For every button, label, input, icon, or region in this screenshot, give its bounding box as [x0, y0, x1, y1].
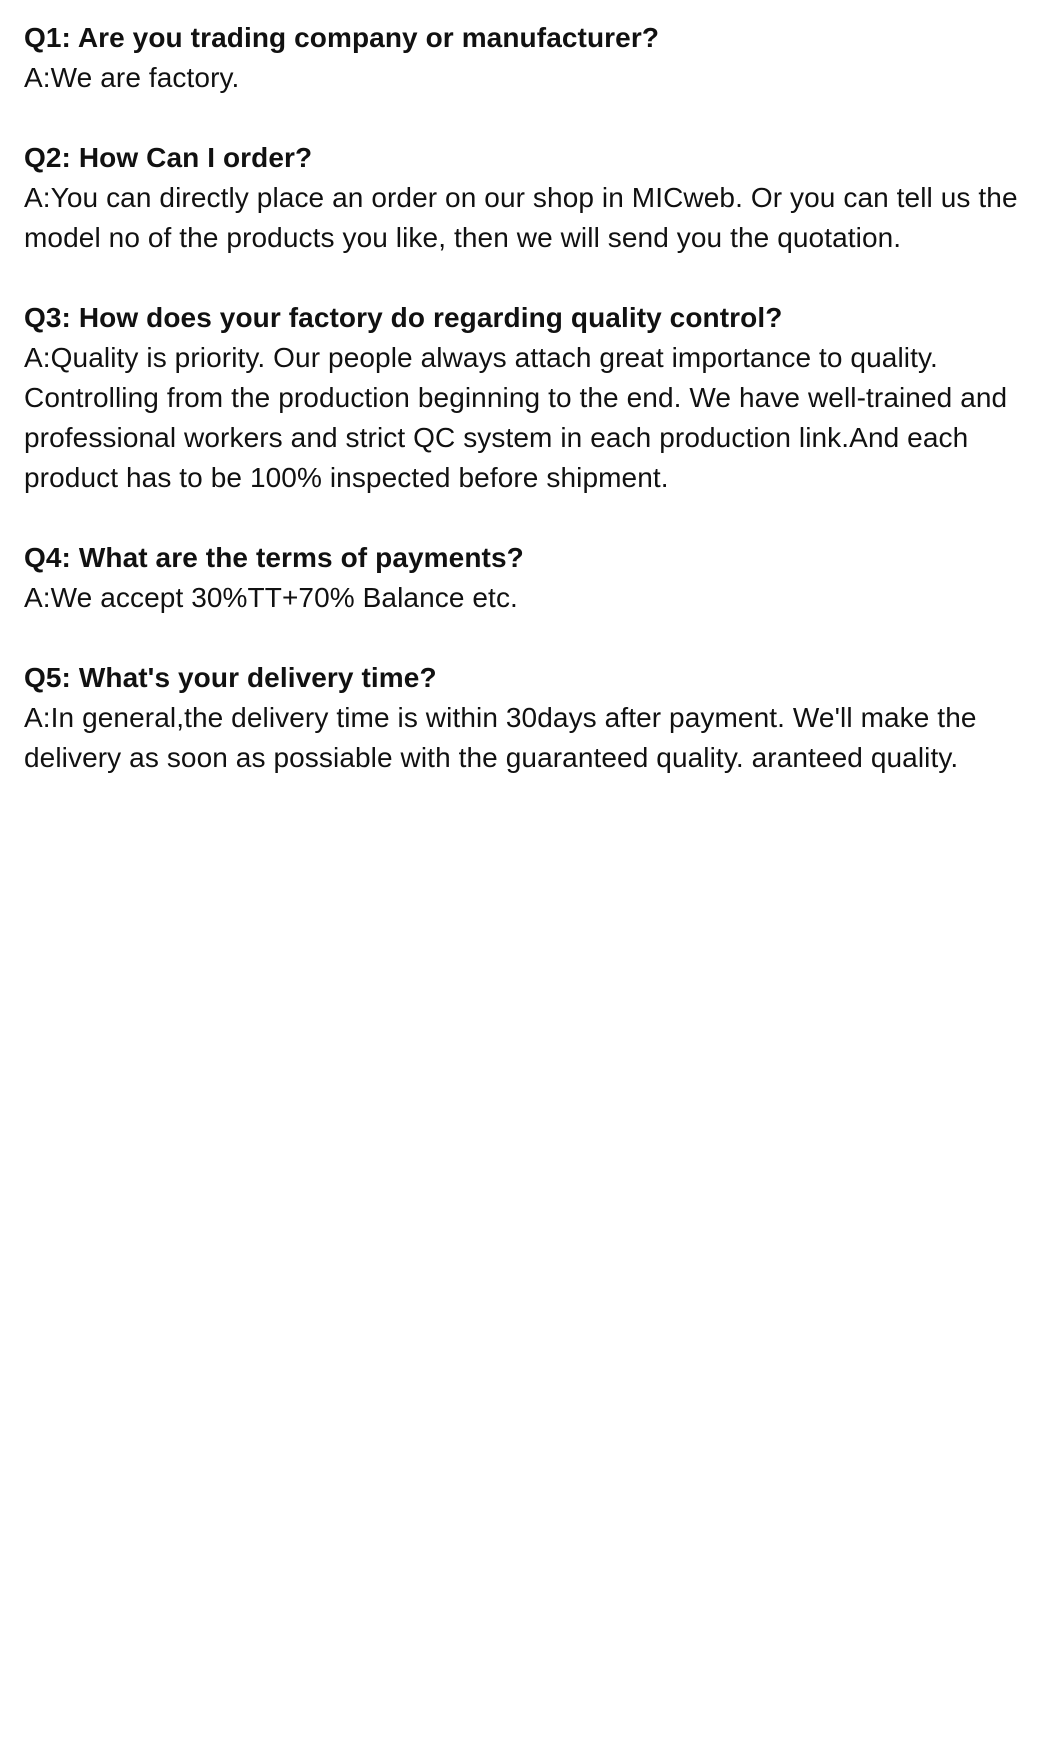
faq-question: Q2: How Can I order?	[24, 142, 313, 173]
faq-section	[24, 18, 1034, 818]
faq-item-q3	[24, 298, 1034, 498]
faq-answer: A:You can directly place an order on our shop in MICweb. Or you can tell us the model no of the products you like, then we will send you the quotation.	[24, 182, 1018, 253]
faq-question: Q3: How does your factory do regarding quality control?	[24, 302, 783, 333]
faq-question: Q4: What are the terms of payments?	[24, 542, 524, 573]
faq-item-q1	[24, 18, 1034, 98]
faq-item-q2	[24, 138, 1034, 258]
faq-answer: A:We are factory.	[24, 62, 240, 93]
faq-question: Q1: Are you trading company or manufacturer?	[24, 22, 660, 53]
faq-answer: A:Quality is priority. Our people always attach great importance to quality. Controlling from the production beginning to the end. We have well-trained and professional workers and strict QC system in each production link.And each product has to be 100% inspected before shipment.	[24, 342, 1008, 493]
faq-question: Q5: What's your delivery time?	[24, 662, 437, 693]
faq-item-q5	[24, 658, 1034, 778]
faq-answer: A:In general,the delivery time is within 30days after payment. We'll make the delivery as soon as possiable with the guaranteed quality. aranteed quality.	[24, 702, 977, 773]
faq-answer: A:We accept 30%TT+70% Balance etc.	[24, 582, 518, 613]
faq-item-q4	[24, 538, 1034, 618]
